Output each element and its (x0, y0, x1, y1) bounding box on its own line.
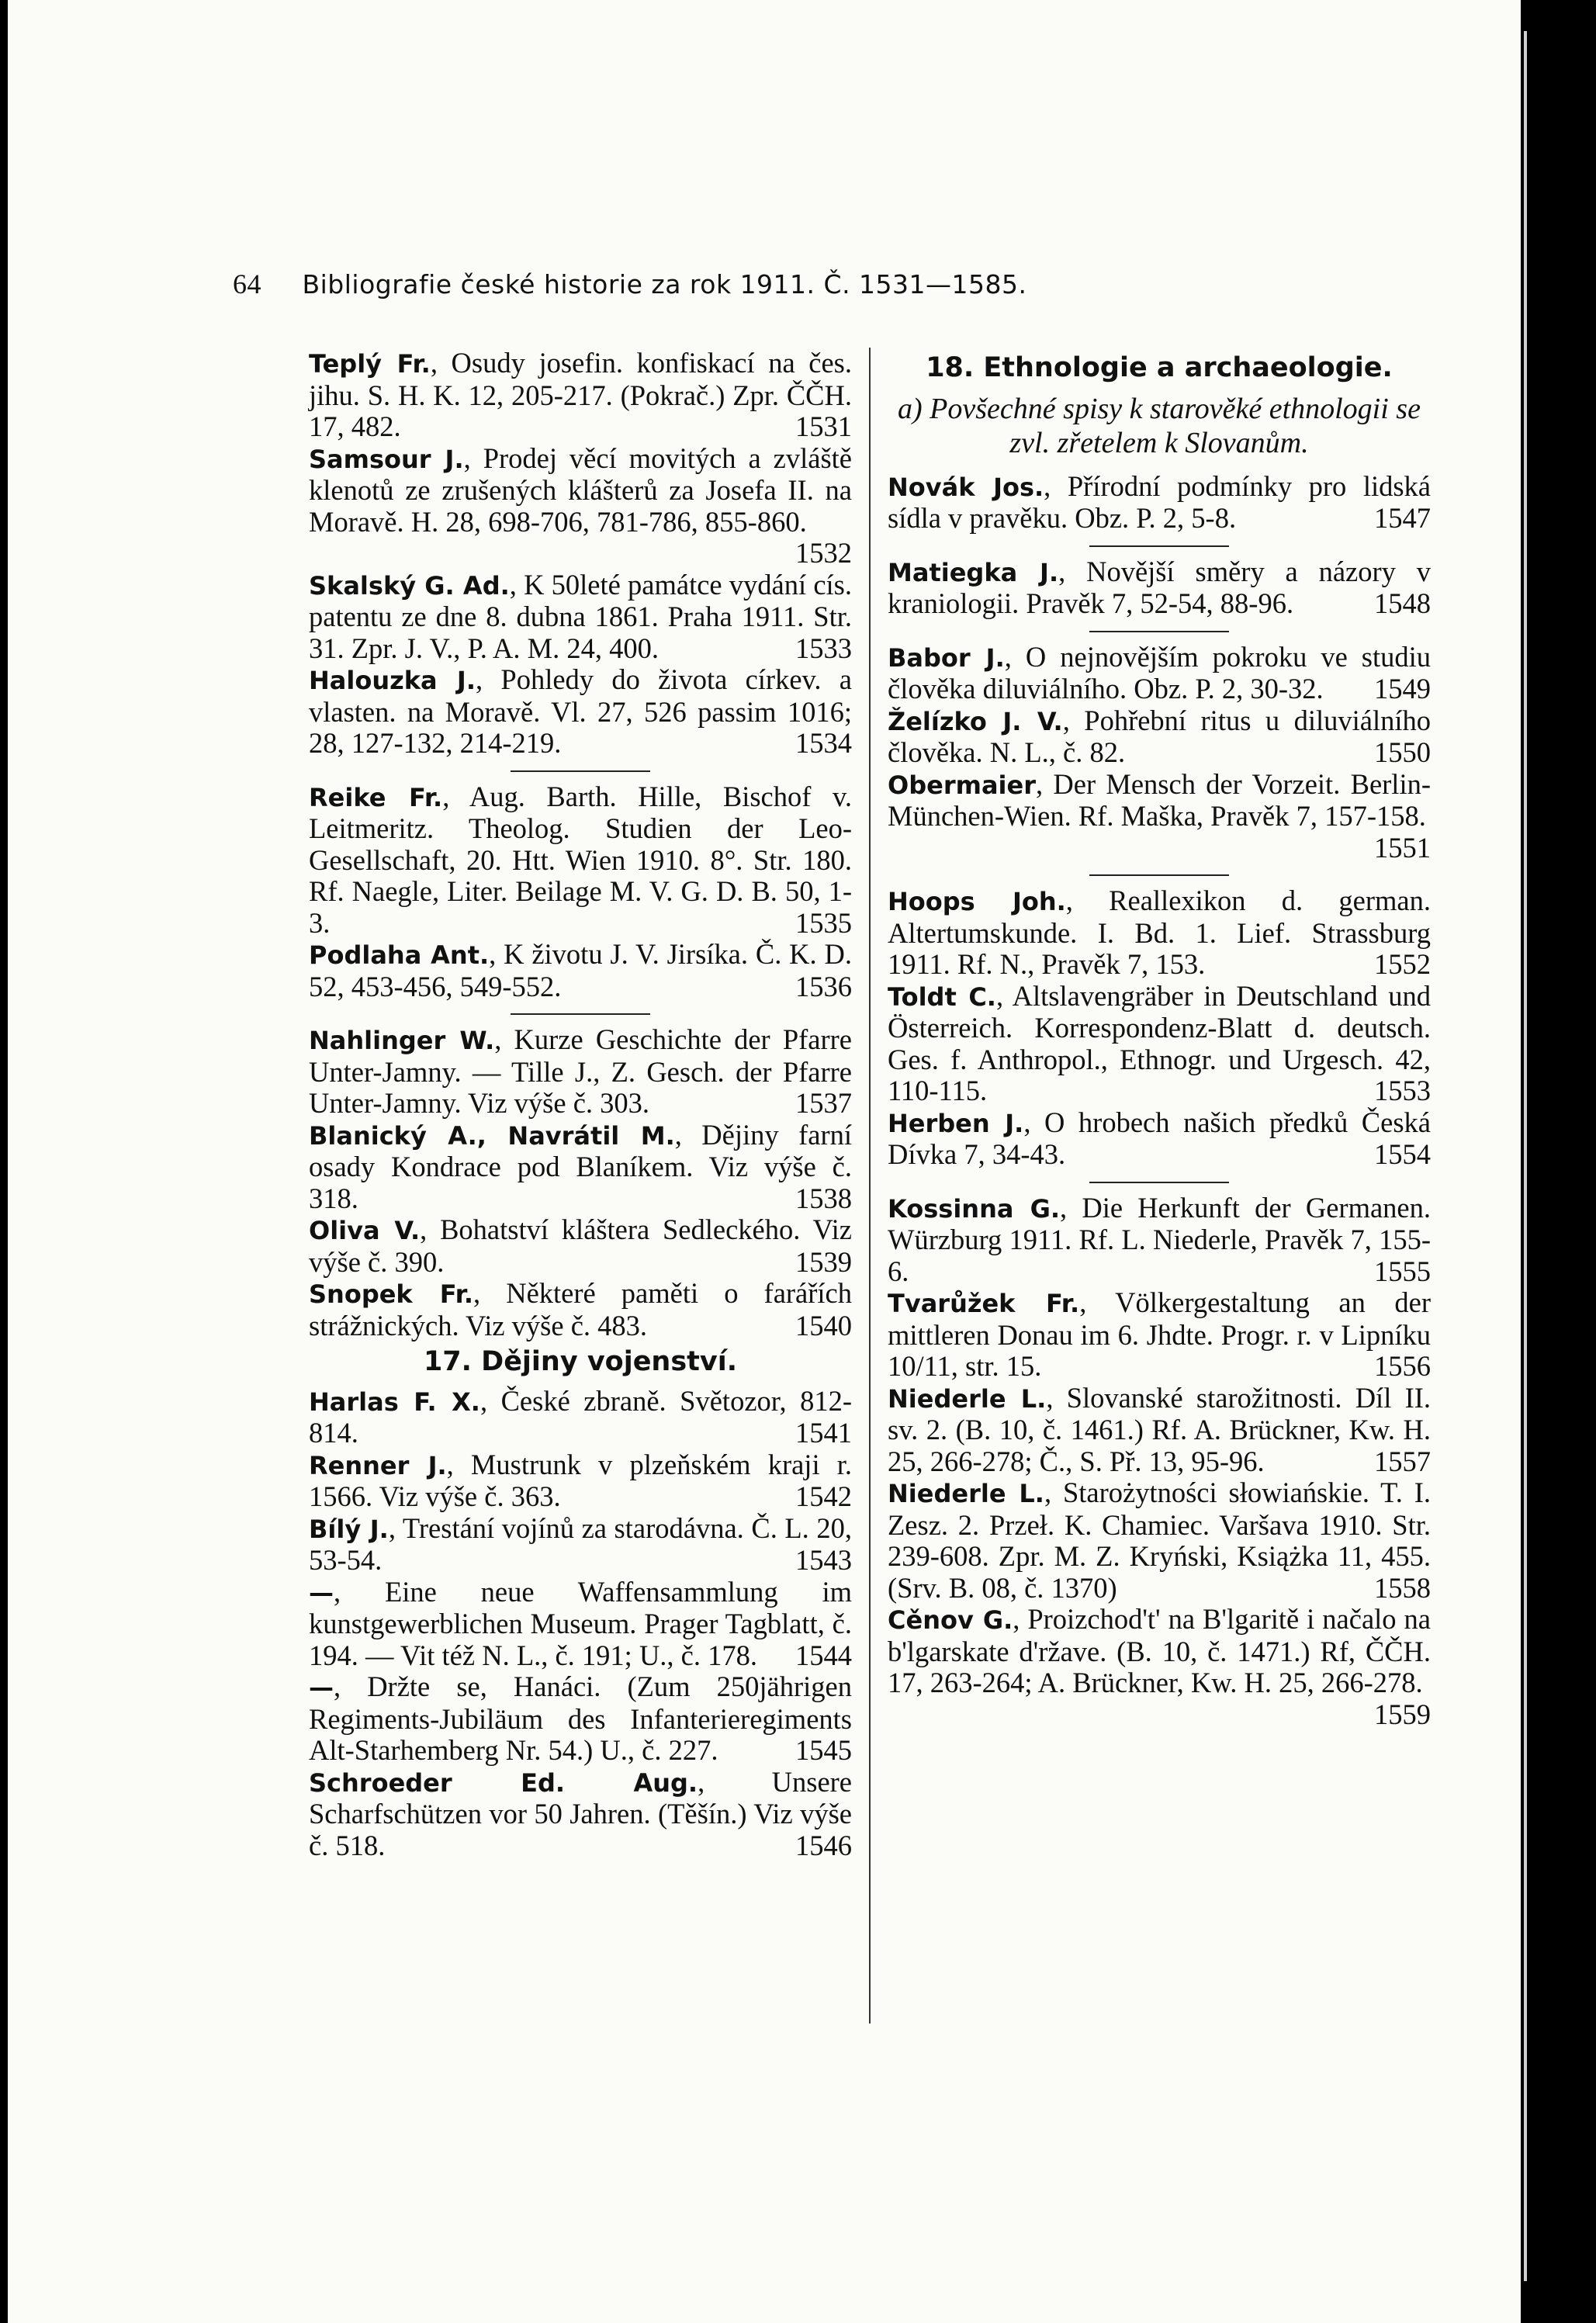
entry-number: 1556 (1374, 1350, 1431, 1382)
page-number: 64 (233, 268, 261, 299)
bibliography-entry (309, 1120, 852, 1215)
entry-number: 1550 (1374, 736, 1431, 768)
entry-text: , Kurze Geschichte der Pfarre Unter-Jamny. — Tille J., Z. Gesch. der Pfarre Unter-Jamny. Viz výše č. 303. (309, 1023, 852, 1119)
bibliography-entry (888, 705, 1431, 769)
entry-author: Želízko J. V. (888, 706, 1063, 736)
entry-author: Tvarůžek Fr. (888, 1289, 1080, 1318)
entry-text: , Proizchod't' na B'lgaritě i načalo na b'lgarskate d'ržave. (B. 10, č. 1471.) Rf, ČČH. 17, 263-264; A. Brückner, Kw. H. 25, 266-278. (888, 1603, 1431, 1698)
bibliography-entry (309, 443, 852, 569)
section-heading: 18. Ethnologie a archaeologie. (926, 352, 1393, 383)
running-title: Bibliografie české historie za rok 1911. Č. 1531—1585. (302, 269, 1027, 299)
entry-text: , Starożytności słowiańskie. T. I. Zesz. 2. Przeł. K. Chamiec. Varšava 1910. Str. 239-608. Zpr. M. Z. Kryński, Książka 11, 455. (Srv. B. 08, č. 1370) (888, 1477, 1432, 1604)
separator-rule (511, 1013, 650, 1015)
entry-author: Herben J. (888, 1108, 1024, 1138)
entry-author: Renner J. (309, 1450, 447, 1480)
separator-rule (1089, 1182, 1229, 1183)
entry-text: , O nejnovějším pokroku ve studiu člověka diluviálního. Obz. P. 2, 30-32. (888, 640, 1432, 705)
entry-number: 1545 (795, 1734, 852, 1766)
entry-number: 1559 (1374, 1698, 1431, 1730)
entry-author: Halouzka J. (309, 666, 476, 695)
entry-number: 1541 (795, 1417, 852, 1449)
bibliography-entry (309, 1577, 852, 1672)
bibliography-entry (309, 1214, 852, 1278)
bibliography-entry (888, 769, 1431, 864)
entry-author: Skalský G. Ad. (309, 570, 510, 601)
separator-rule (1089, 545, 1229, 547)
bibliography-entry (888, 1193, 1431, 1288)
entry-text: , Trestání vojínů za starodávna. Č. L. 20, 53-54. (309, 1511, 853, 1576)
left-column (309, 348, 852, 1861)
entry-text: , O hrobech našich předků Česká Dívka 7, 34-43. (888, 1106, 1432, 1170)
bibliography-entry (309, 781, 852, 940)
bibliography-entry (309, 1024, 852, 1120)
entry-number: 1551 (1374, 831, 1431, 864)
entry-author: Novák Jos. (888, 472, 1044, 502)
entry-author: Nahlinger W. (309, 1026, 495, 1055)
entry-text: , Slovanské starožitnosti. Díl II. sv. 2. (B. 10, č. 1461.) Rf. A. Brückner, Kw. H. 25, 266-278; Č., S. Př. 13, 95-96. (888, 1381, 1432, 1477)
entry-author: Babor J. (888, 642, 1005, 673)
entry-number: 1546 (795, 1829, 852, 1861)
entry-number: 1543 (795, 1544, 852, 1576)
entry-number: 1555 (1374, 1255, 1431, 1287)
entry-number: 1539 (795, 1245, 852, 1278)
entry-author: Harlas F. X. (309, 1387, 480, 1417)
entry-text: , Völkergestaltung an der mittleren Donau im 6. Jhdte. Progr. r. v Lipníku 10/11, str. 15. (888, 1286, 1432, 1382)
entry-text: , Bohatství kláštera Sedleckého. Viz výše č. 390. (309, 1213, 852, 1278)
subsection-heading: a) Povšechné spisy k starověké ethnologii se zvl. zřetelem k Slovanům. (898, 392, 1421, 459)
book-page (8, 0, 1521, 2323)
entry-text: , Der Mensch der Vorzeit. Berlin-München-Wien. Rf. Maška, Pravěk 7, 157-158. (888, 767, 1431, 832)
running-header (233, 268, 1319, 300)
entry-author: Reike Fr. (309, 782, 443, 812)
entry-author: Snopek Fr. (309, 1279, 473, 1309)
entry-number: 1558 (1374, 1571, 1431, 1604)
bibliography-entry (309, 1449, 852, 1513)
entry-author: Teplý Fr. (309, 349, 431, 379)
bibliography-entry (888, 1287, 1431, 1383)
entry-number: 1548 (1374, 587, 1431, 619)
entry-number: 1535 (795, 906, 852, 939)
entry-author: — (309, 1673, 334, 1702)
entry-number: 1532 (795, 537, 852, 569)
entry-author: Matiegka J. (888, 557, 1059, 587)
entry-text: , Dějiny farní osady Kondrace pod Blaníkem. Viz výše č. 318. (309, 1118, 853, 1214)
section-heading: 17. Dějiny vojenství. (423, 1346, 738, 1377)
entry-text: , České zbraně. Světozor, 812-814. (309, 1384, 852, 1449)
entry-text: , Prodej věcí movitých a zvláště klenotů ze zrušených klášterů za Josefa II. na Moravě. H. 28, 698-706, 781-786, 855-860. (309, 441, 852, 538)
entry-author: Podlaha Ant. (309, 940, 490, 970)
entry-author: Niederle L. (888, 1479, 1044, 1508)
bibliography-entry (888, 1477, 1431, 1604)
entry-text: , Přírodní podmínky pro lidská sídla v pravěku. Obz. P. 2, 5-8. (888, 469, 1432, 534)
bibliography-entry (309, 569, 852, 665)
entry-text: , Reallexikon d. german. Altertumskunde. I. Bd. 1. Lief. Strassburg 1911. Rf. N., Pravěk 7, 153. (888, 885, 1431, 980)
entry-author: Kossinna G. (888, 1193, 1061, 1224)
entry-text: , K životu J. V. Jirsíka. Č. K. D. 52, 453-456, 549-552. (309, 938, 853, 1002)
entry-text: , Die Herkunft der Germanen. Würzburg 1911. Rf. L. Niederle, Pravěk 7, 155-6. (888, 1191, 1432, 1287)
bibliography-entry (309, 1278, 852, 1342)
entry-number: 1533 (795, 632, 852, 664)
bibliography-entry (888, 1604, 1431, 1730)
entry-text: , Některé paměti o farářích strážnických. Viz výše č. 483. (309, 1277, 852, 1342)
bibliography-entry (309, 348, 852, 443)
separator-rule (511, 770, 650, 772)
bibliography-entry (888, 885, 1431, 981)
bibliography-entry (888, 981, 1431, 1107)
entry-number: 1557 (1374, 1445, 1431, 1477)
right-column (888, 348, 1431, 1730)
bibliography-entry (888, 1107, 1431, 1171)
bibliography-entry (309, 1767, 852, 1862)
entry-number: 1547 (1374, 502, 1431, 534)
entry-text: , Aug. Barth. Hille, Bischof v. Leitmeritz. Theolog. Studien der Leo-Gesellschaft, 20. Htt. Wien 1910. 8°. Str. 180. Rf. Naegle, Liter. Beilage M. V. G. D. B. 50, 1-3. (309, 780, 852, 939)
entry-author: Blanický A., Navrátil M. (309, 1120, 675, 1151)
entry-number: 1552 (1374, 948, 1431, 980)
entry-number: 1554 (1374, 1138, 1431, 1170)
bibliography-entry (309, 1386, 852, 1449)
entry-author: Niederle L. (888, 1383, 1047, 1414)
entry-text: , Mustrunk v plzeňském kraji r. 1566. Viz výše č. 363. (309, 1448, 853, 1512)
entry-number: 1549 (1374, 673, 1431, 705)
entry-author: Toldt C. (888, 981, 996, 1012)
bibliography-entry (309, 664, 852, 760)
bibliography-entry (309, 1671, 852, 1767)
entry-author: Obermaier (888, 770, 1036, 800)
column-divider (869, 348, 871, 2024)
entry-text: , Unsere Scharfschützen vor 50 Jahren. (Těšín.) Viz výše č. 518. (309, 1765, 852, 1861)
entry-number: 1537 (795, 1087, 852, 1119)
entry-author: Hoops Joh. (888, 887, 1066, 916)
entry-text: , Pohřební ritus u diluviálního člověka. N. L., č. 82. (888, 704, 1431, 768)
entry-author: Samsour J. (309, 444, 464, 474)
separator-rule (1089, 631, 1229, 632)
entry-text: , Držte se, Hanáci. (Zum 250jährigen Regiments-Jubiläum des Infanterieregiments Alt-Starhemberg Nr. 54.) U., č. 227. (309, 1670, 852, 1766)
entry-text: , Altslavengräber in Deutschland und Österreich. Korrespondenz-Blatt d. deutsch. Ges. f. Anthropol., Ethnogr. und Urgesch. 42, 110-115. (888, 979, 1431, 1106)
entry-number: 1534 (795, 727, 852, 759)
entry-number: 1538 (795, 1182, 852, 1214)
entry-author: Schroeder Ed. Aug. (309, 1767, 698, 1798)
bibliography-entry (888, 556, 1431, 620)
entry-number: 1553 (1374, 1075, 1431, 1106)
entry-author: — (309, 1577, 334, 1608)
entry-number: 1540 (795, 1309, 852, 1342)
entry-number: 1536 (795, 970, 852, 1002)
entry-text: , Osudy josefin. konfiskací na čes. jihu. S. H. K. 12, 205-217. (Pokrač.) Zpr. ČČH. 17, 482. (309, 347, 852, 442)
separator-rule (1089, 874, 1229, 876)
entry-author: Cěnov G. (888, 1605, 1013, 1635)
bibliography-entry (888, 642, 1431, 705)
entry-author: Bílý J. (309, 1514, 389, 1544)
entry-number: 1531 (795, 410, 852, 442)
entry-author: Oliva V. (309, 1216, 421, 1245)
bibliography-entry (888, 471, 1431, 535)
bibliography-entry (309, 939, 852, 1002)
entry-text: , Novější směry a názory v kraniologii. Pravěk 7, 52-54, 88-96. (888, 555, 1431, 619)
entry-text: , Pohledy do života církev. a vlasten. na Moravě. Vl. 27, 526 passim 1016; 28, 127-132, 214-219. (309, 663, 853, 759)
entry-text: , K 50leté památce vydání cís. patentu ze dne 8. dubna 1861. Praha 1911. Str. 31. Zpr. J. V., P. A. M. 24, 400. (309, 568, 853, 664)
bibliography-entry (888, 1383, 1431, 1478)
entry-number: 1542 (795, 1480, 852, 1512)
entry-text: , Eine neue Waffensammlung im kunstgewerblichen Museum. Prager Tagblatt, č. 194. — Vit též N. L., č. 191; U., č. 178. (309, 1575, 852, 1671)
entry-number: 1544 (795, 1639, 852, 1671)
bibliography-entry (309, 1513, 852, 1577)
page-edge (1524, 31, 1527, 2281)
